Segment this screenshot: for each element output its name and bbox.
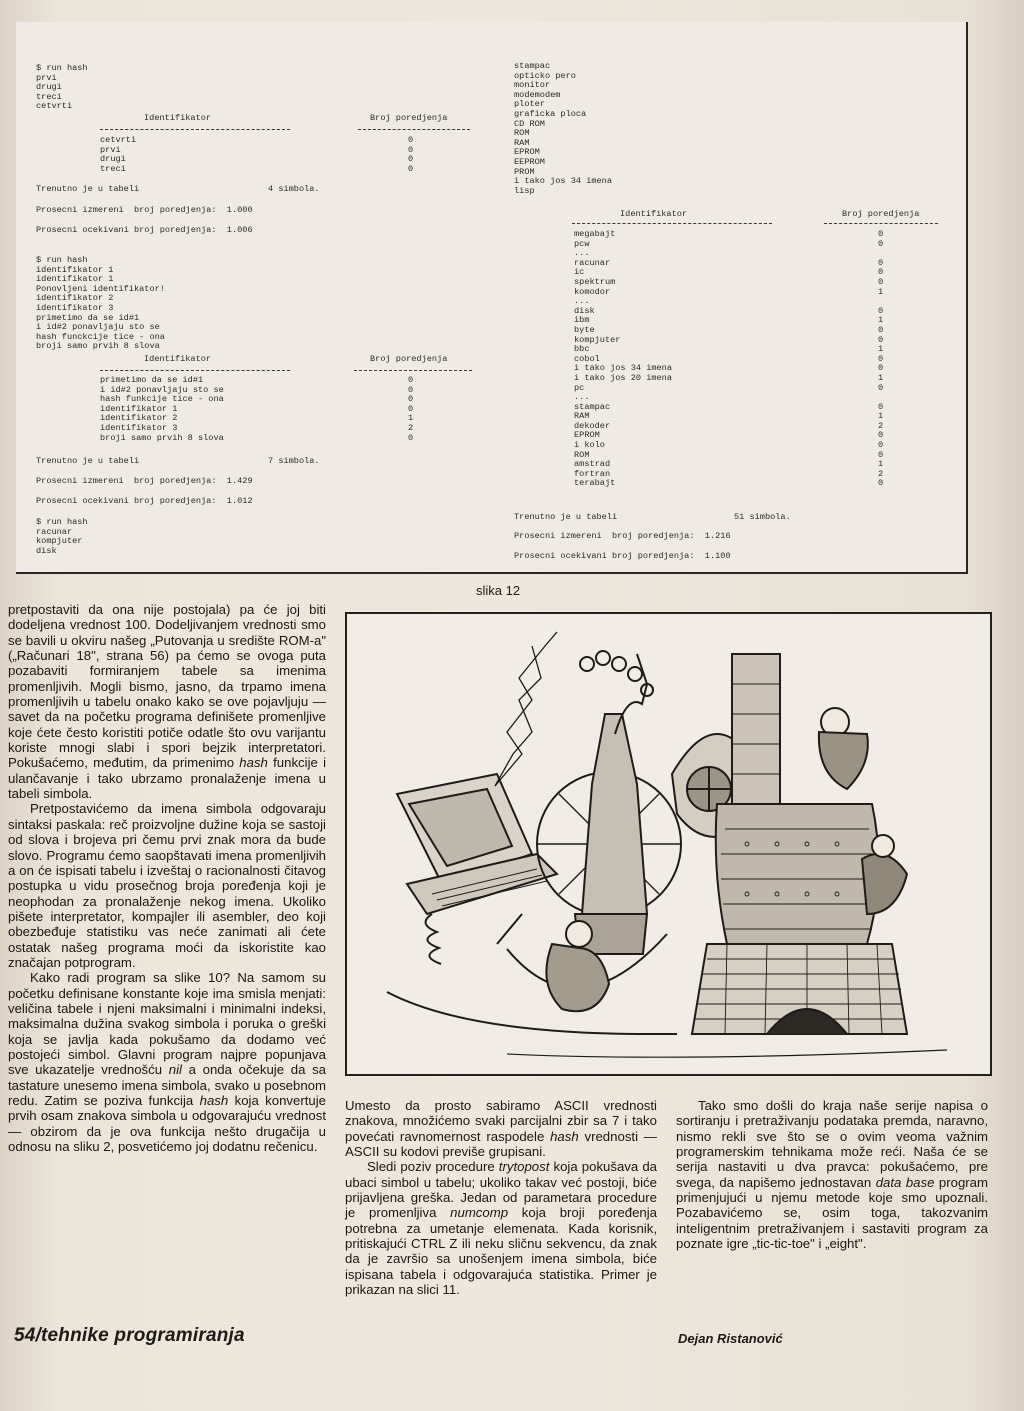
table1-identifiers: cetvrti prvi drugi treci	[100, 135, 137, 174]
col2-p2-text-a: Sledi poziv procedure	[367, 1159, 499, 1175]
col1-paragraph-3	[8, 970, 326, 1154]
table3-header-identifikator: Identifikator	[620, 209, 688, 219]
col3-p1-text-b: program primenjujući u njemu metode koje smo upoznali. Pozabavićemo se, osim toga, takozvanim inteligentnim pretraživanjem i sastaviti program za poznate igre „tic-tic-toe" i „eight".	[676, 1174, 988, 1252]
col2-p2-text-c: koja broji poređenja potrebna za umetanje elemenata. Kada korisnik, pritiskajući CTRL Z ili neku sličnu sekvencu, da znak da je završio sa unošenjem imena simbola, biće ispisana tabela i odgovarajuća statistika. Primer je prikazan na slici 11.	[345, 1205, 658, 1298]
table1-header-broj: Broj poredjenja	[370, 113, 448, 123]
col1-p3-text-c: koja konvertuje prvih osam znakova simbola u odgovarajuću vrednost — obzirom da je ova funkcija nešto drugačija u odnosu na sliku 2, posvetićemo joj dodatnu rečenicu.	[8, 1093, 327, 1155]
listing-command-3: $ run hash racunar kompjuter disk	[36, 517, 88, 556]
col2-p1-text-a: Umesto da prosto sabiramo ASCII vrednosti znakova, množićemo svaki parcijalni zbir sa 7 i tako povećati ravnomernost raspodele	[345, 1098, 657, 1144]
table3-counts: 0 0 0 0 0 1 0 1 0 0 1 0 0 1 0 0 1 2 0 0 0 1 2 0	[878, 229, 884, 489]
listing-command-2: $ run hash identifikator 1 identifikator 1 Ponovljeni identifikator! identifikator 2 identifikator 3 primetimo da se id#1 i id#2 ponavljaju sto se hash funckcije tice - ona broji samo prvih 8 slova	[36, 255, 165, 352]
table1-rule-broj	[358, 129, 470, 130]
izmereni-1: Prosecni izmereni broj poredjenja: 1.000	[36, 205, 253, 215]
ocekivani-1: Prosecni ocekivani broj poredjenja: 1.006	[36, 225, 253, 235]
article-column-2	[345, 1098, 657, 1297]
program-listing	[16, 22, 968, 574]
col3-p1-data-base: data base	[875, 1174, 935, 1190]
col2-p2-trytopost: trytopost	[498, 1159, 550, 1175]
col3-p1-text-a: Tako smo došli do kraja naše serije napisa o sortiranju i pretraživanju podataka premda, naravno, nismo rekli sve što se o ovim veoma važnim programerskim tehnikama može reći. Naša će se serija nastaviti u dva pravca: pokušaćemo, pre svega, da napišemo jednostavan	[676, 1098, 988, 1190]
col1-p1-hash: hash	[239, 755, 268, 771]
article-column-3	[676, 1098, 988, 1251]
article-column-1	[8, 602, 326, 1154]
table3-rule-broj	[824, 223, 938, 224]
table1-header-identifikator: Identifikator	[144, 113, 212, 123]
ocekivani-3: Prosecni ocekivani broj poredjenja: 1.100	[514, 551, 731, 561]
illustration-frame	[345, 612, 992, 1076]
col1-p3-nil: nil	[168, 1062, 182, 1078]
table2-header-identifikator: Identifikator	[144, 354, 212, 364]
listing-command-1: $ run hash prvi drugi treci cetvrti	[36, 63, 88, 112]
col2-p1-text-b: vrednosti — ASCII su kodovi previše grupisani.	[345, 1128, 657, 1160]
col1-p3-text-b: a onda očekuje da sa tastature unesemo imena simbola, svako u posebnom redu. Zatim se poziva funkcija	[8, 1062, 326, 1108]
col1-p1-text-b: funkcije i ulančavanje i tako ubrzamo pronalaženje imena u tabeli simbola.	[8, 755, 326, 802]
table2-identifiers: primetimo da se id#1 i id#2 ponavljaju sto se hash funkcije tice - ona identifikator 1 identifikator 2 identifikator 3 broji samo prvih 8 slova	[100, 375, 224, 443]
col2-p1-hash: hash	[550, 1128, 579, 1144]
col1-paragraph-2: Pretpostavićemo da imena simbola odgovaraju sintaksi paskala: reč proizvoljne dužine koja se sastoji od slova i brojeva pri čemu prvi znak mora da bude slovo. Programu ćemo saopštavati imena promenljivih a on će ispisati tabelu i izveštaj o racionalnosti čitavog postupka u vidu prosečnog broja poređenja koji je neophodan za pronalaženje nekog imena. Ukoliko pišete interpretator, kompajler ili asembler, deo koji obezbeđuje statistiku vas neće zanimati ali ćete ostatak našeg programa moći da iskoristite kao značajan potprogram.	[8, 801, 326, 970]
table2-counts: 0 0 0 0 1 2 0	[408, 375, 414, 443]
table2-header-broj: Broj poredjenja	[370, 354, 448, 364]
table3-rule-id	[572, 223, 772, 224]
table2-rule-id	[100, 370, 290, 371]
col1-p3-hash: hash	[199, 1093, 229, 1108]
col1-p3-text-a: Kako radi program sa slike 10? Na samom su početku definisane konstante koje ima smisla menjati: veličina tabele i njeni maksimalni i minimalni indeksi, maksimalna dužina svakog simbola i poruka o greški koja se javlja kada pokušamo da dodamo već postojeći simbol. Glavni program najpre popunjava sve ukazatelje vrednošću	[8, 970, 326, 1078]
figure-caption: slika 12	[476, 583, 521, 598]
col2-paragraph-1	[345, 1098, 657, 1159]
page-section-footer: 54/tehnike programiranja	[14, 1325, 245, 1346]
table3-identifiers: megabajt pcw ... racunar ic spektrum komodor ... disk ibm byte kompjuter bbc cobol i tako jos 34 imena i tako jos 20 imena pc ... stampac RAM dekoder EPROM i kolo ROM amstrad fortran terabajt	[574, 229, 672, 489]
table1-counts: 0 0 0 0	[408, 135, 414, 174]
col1-paragraph-1	[8, 602, 326, 801]
table3-header-broj: Broj poredjenja	[842, 209, 920, 219]
col2-p2-text-b: koja pokušava da ubaci simbol u tabelu; ukoliko takav već postoji, biće prijavljena greška. Jedan od parametara procedure je promenljiva	[345, 1159, 657, 1221]
table2-rule-broj	[354, 370, 472, 371]
ocekivani-2: Prosecni ocekivani broj poredjenja: 1.012	[36, 496, 253, 506]
table1-rule-id	[100, 129, 290, 130]
listing-input-right: stampac opticko pero monitor modemodem ploter graficka ploca CD ROM ROM RAM EPROM EEPROM PROM i tako jos 34 imena lisp	[514, 61, 612, 196]
izmereni-2: Prosecni izmereni broj poredjenja: 1.429	[36, 476, 253, 486]
col2-paragraph-2	[345, 1159, 657, 1297]
col2-p2-numcomp: numcomp	[450, 1205, 509, 1221]
machine-illustration	[347, 614, 990, 1074]
col3-paragraph-1	[676, 1098, 988, 1251]
trenutno-1-value: 4 simbola.	[268, 184, 320, 194]
trenutno-2: Trenutno je u tabeli	[36, 456, 140, 466]
trenutno-2-value: 7 simbola.	[268, 456, 320, 466]
trenutno-3: Trenutno je u tabeli	[514, 512, 618, 522]
izmereni-3: Prosecni izmereni broj poredjenja: 1.216	[514, 531, 731, 541]
col1-p1-text-a: pretpostaviti da ona nije postojala) pa će joj biti dodeljena vrednost 100. Dodeljivanjem vrednosti smo se bavili u okviru našeg „Putovanja u središte ROM-a" („Računari 18", strana 56) pa ćemo se ovoga puta pozabaviti formiranjem tabele sa imenima promenljivih. Mogli bismo, jasno, da trpamo imena promenljivih u tabelu onako kako se ove pojavljuju — savet da na početku programa definišete promenljive koje ćete često koristiti potiče odatle što ovu varijantu koriste mnogi slabi i spori bejzik interpretatori. Pokušaćemo, međutim, da primenimo	[8, 602, 326, 771]
trenutno-3-value: 51 simbola.	[734, 512, 791, 522]
trenutno-1: Trenutno je u tabeli	[36, 184, 140, 194]
author-name: Dejan Ristanović	[678, 1331, 783, 1346]
